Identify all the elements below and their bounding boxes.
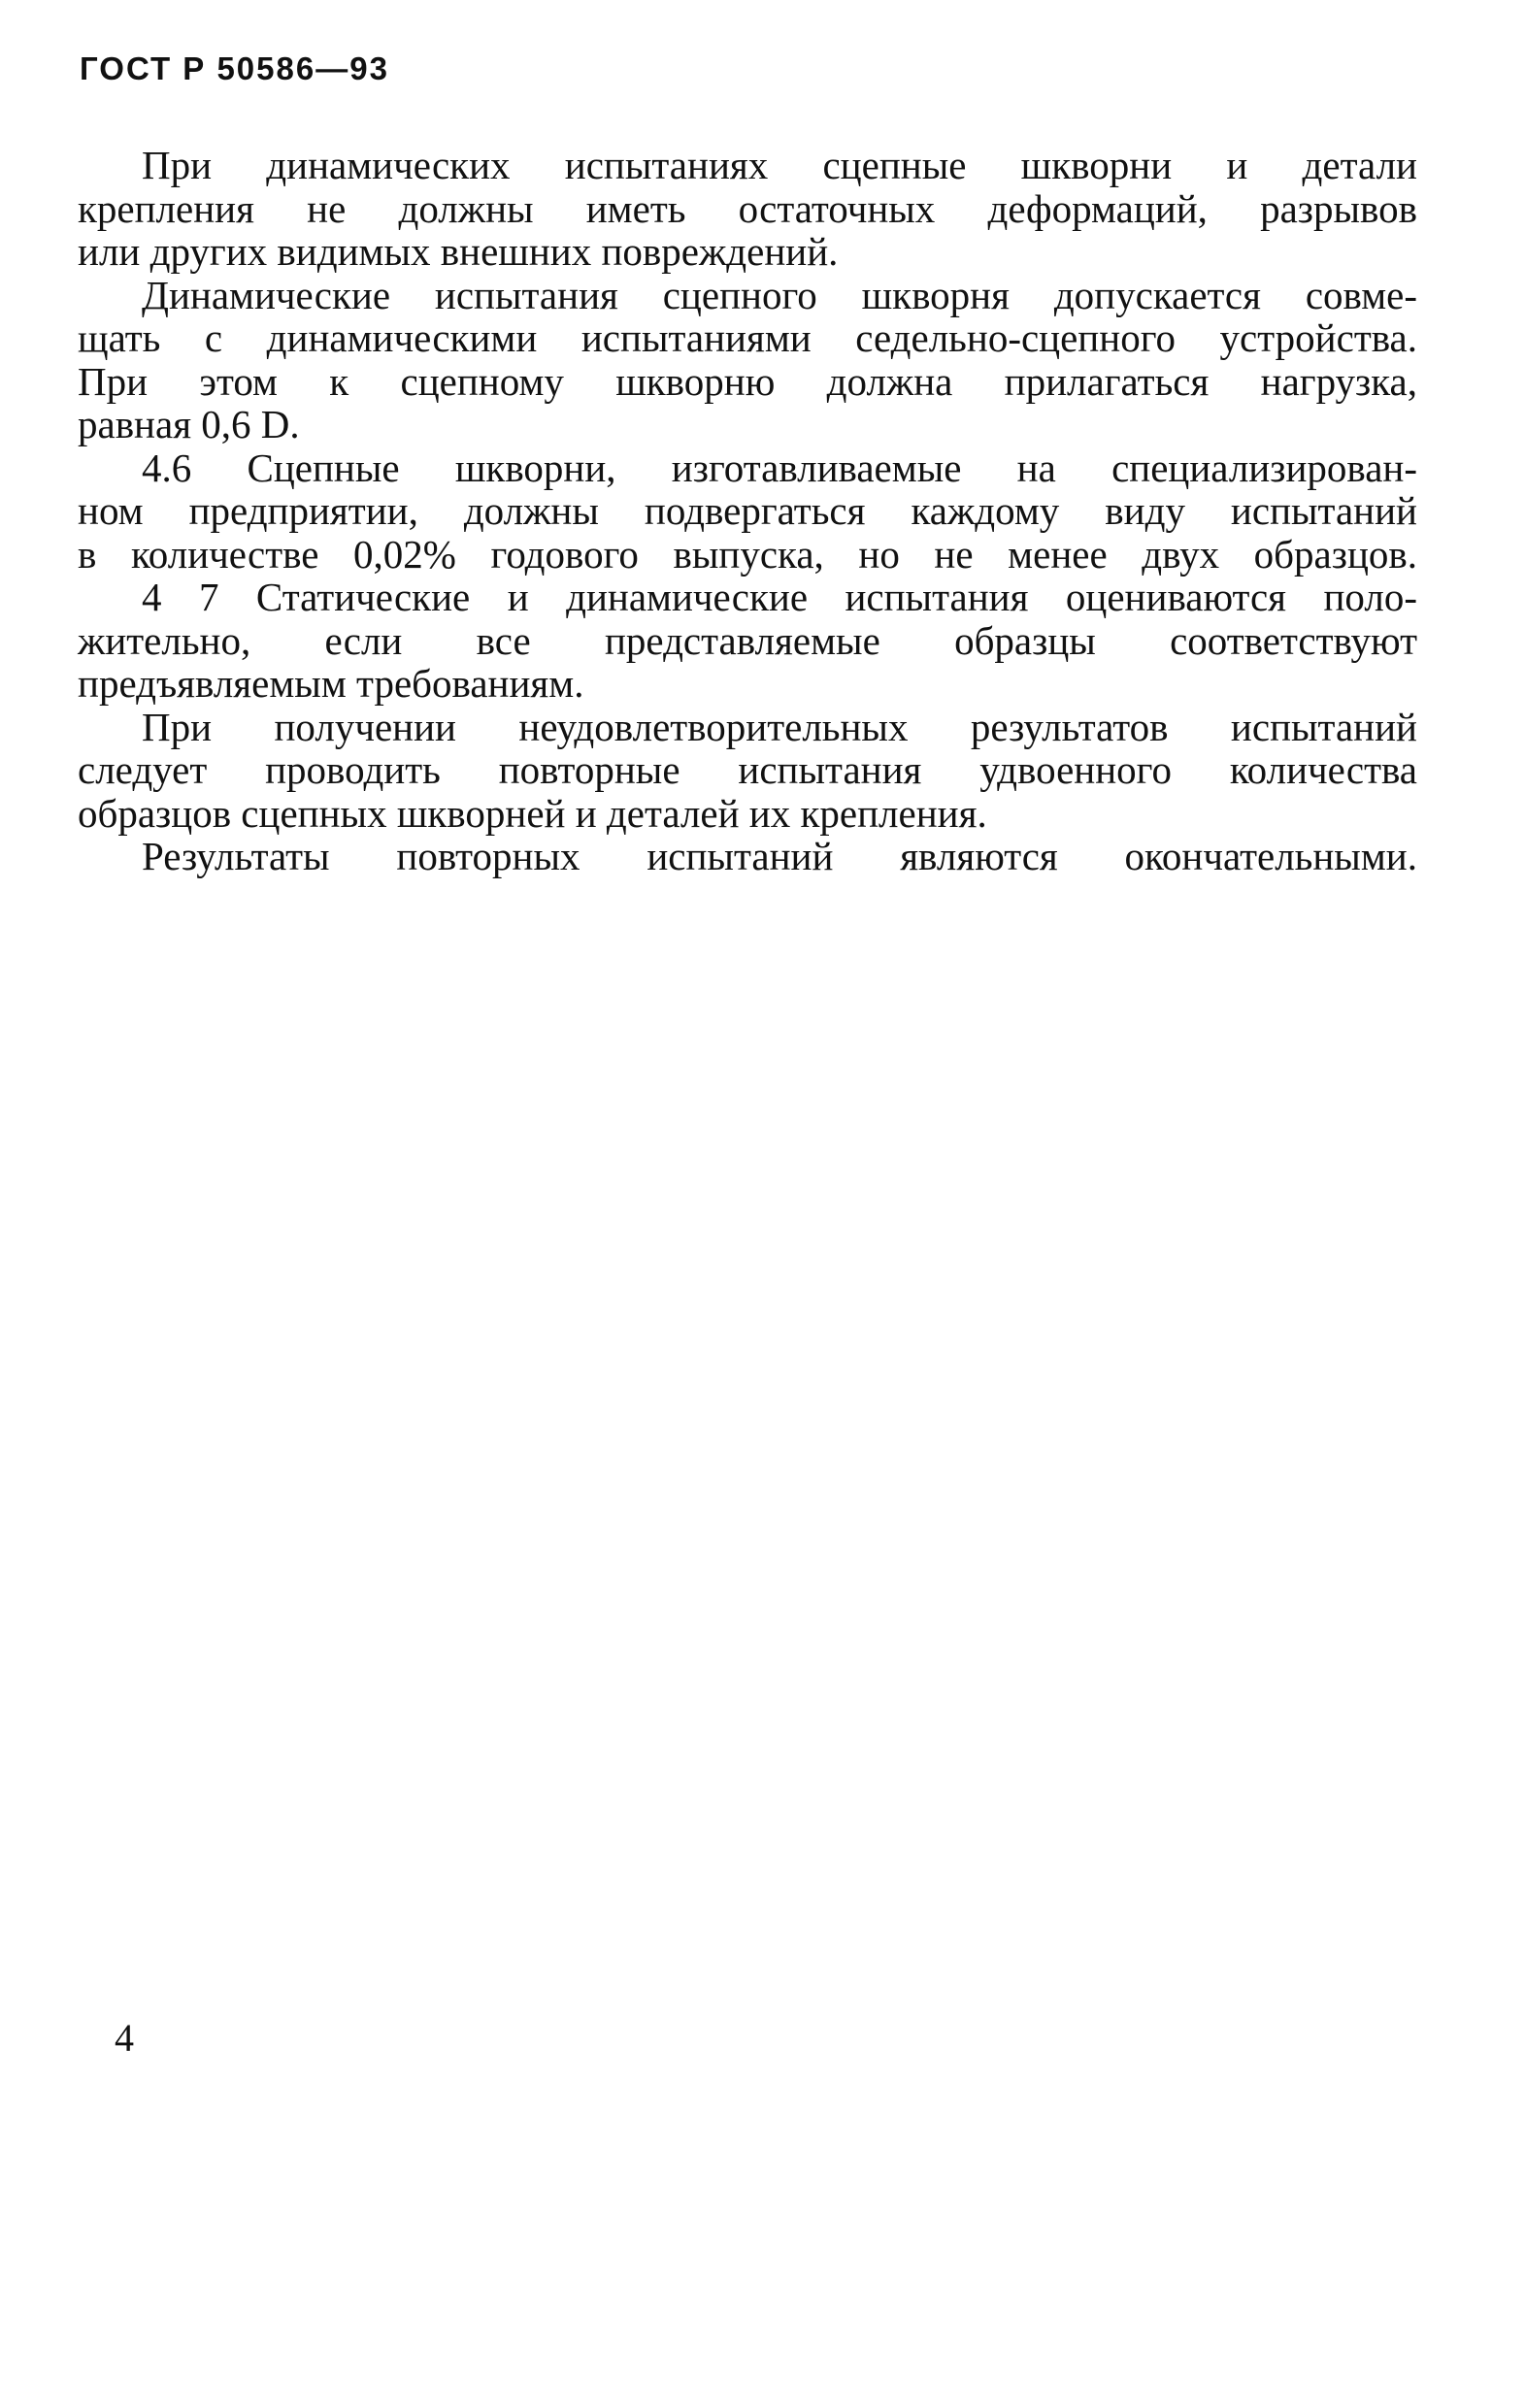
text-line: При получении неудовлетворительных результатов испытаний: [142, 704, 1417, 749]
text-line: Результаты повторных испытаний являются окончательными.: [142, 834, 1417, 878]
text-line: При этом к сцепному шкворню должна прилагаться нагрузка,: [78, 358, 1417, 404]
text-line: При динамических испытаниях сцепные шкворни и детали: [142, 143, 1417, 187]
text-line: предъявляемым требованиям.: [78, 661, 584, 706]
text-line: образцов сцепных шкворней и деталей их крепления.: [78, 790, 987, 836]
paragraph-repeat-tests: [78, 706, 1417, 836]
text-line: 4 7 Статические и динамические испытания оцениваются поло-: [142, 575, 1417, 619]
paragraph-4-7: [78, 576, 1417, 706]
paragraph-dynamic-tests: [78, 144, 1417, 274]
paragraph-combined-tests: [78, 274, 1417, 446]
text-line: щать с динамическими испытаниями седельно-сцепного устройства.: [78, 315, 1417, 360]
text-line: равная 0,6 D.: [78, 402, 300, 446]
text-line: в количестве 0,02% годового выпуска, но не менее двух образцов.: [78, 531, 1417, 577]
paragraph-final-results: [78, 835, 1417, 878]
document-header: ГОСТ Р 50586—93: [80, 50, 389, 86]
paragraph-4-6: [78, 446, 1417, 577]
text-line: 4.6 Сцепные шкворни, изготавливаемые на специализирован-: [142, 445, 1417, 490]
text-line: Динамические испытания сцепного шкворня допускается совме-: [142, 272, 1417, 317]
text-line: ном предприятии, должны подвергаться каждому виду испытаний: [78, 488, 1417, 533]
text-line: следует проводить повторные испытания удвоенного количества: [78, 747, 1417, 792]
page-number: 4: [115, 2016, 134, 2060]
text-line: крепления не должны иметь остаточных деформаций, разрывов: [78, 185, 1417, 231]
text-line: жительно, если все представляемые образцы соответствуют: [78, 617, 1417, 663]
text-line: или других видимых внешних повреждений.: [78, 229, 839, 274]
document-body: [78, 144, 1417, 878]
